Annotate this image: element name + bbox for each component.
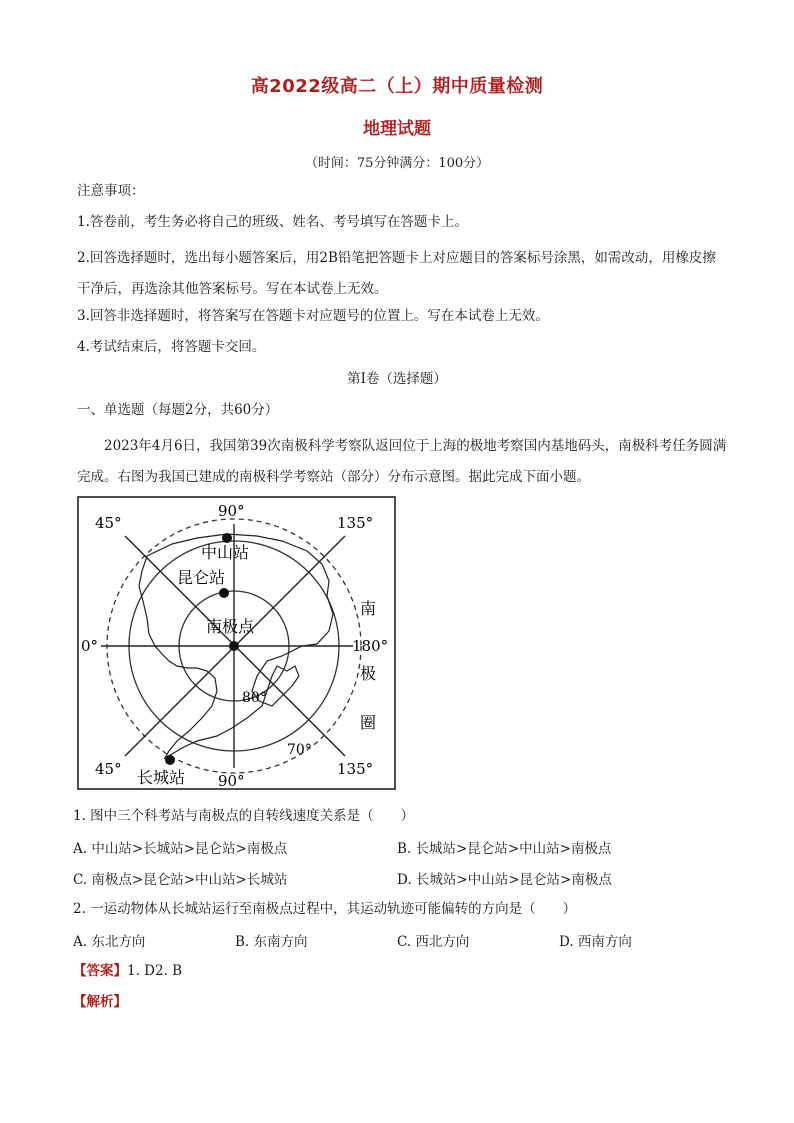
- label-lat-80: 80°: [242, 690, 267, 706]
- antarctic-station-map: [77, 496, 396, 790]
- question-1-option-d: D. 长城站>中山站>昆仑站>南极点: [397, 872, 612, 888]
- analysis-label: 【解析】: [73, 994, 127, 1010]
- question-2-option-d: D. 西南方向: [559, 934, 632, 950]
- label-lon-0: 0°: [81, 637, 99, 655]
- part-heading: 一、单选题（每题2分，共60分）: [77, 402, 279, 418]
- volume-heading: 第I卷（选择题）: [347, 371, 447, 387]
- label-lon-135-top: 135°: [337, 514, 374, 532]
- analysis-line: [73, 992, 127, 1012]
- label-circle-3: 圈: [360, 713, 377, 732]
- note-item-2: 2.回答选择题时，选出每小题答案后，用2B铅笔把答题卡上对应题目的答案标号涂黑，如需改动，用橡皮擦干净后，再选涂其他答案标号。写在本试卷上无效。: [77, 250, 716, 297]
- question-1-option-b: B. 长城站>昆仑站>中山站>南极点: [397, 841, 612, 857]
- label-south-pole: 南极点: [206, 617, 255, 636]
- question-1-option-a: A. 中山站>长城站>昆仑站>南极点: [73, 841, 288, 857]
- note-item-4: 4.考试结束后，将答题卡交回。: [77, 339, 266, 355]
- south-pole-dot: [229, 641, 239, 651]
- label-lon-45-top: 45°: [95, 514, 122, 532]
- note-item-1: 1.答卷前，考生务必将自己的班级、姓名、考号填写在答题卡上。: [77, 214, 468, 230]
- label-kunlun: 昆仑站: [177, 568, 226, 587]
- label-lon-90-top: 90°: [218, 502, 245, 520]
- question-2-option-a: A. 东北方向: [73, 934, 146, 950]
- answer-value: 1. D2. B: [127, 963, 183, 979]
- question-1-stem: 1. 图中三个科考站与南极点的自转线速度关系是（ ）: [73, 808, 415, 824]
- label-zhongshan: 中山站: [201, 543, 250, 562]
- label-circle-2: 极: [360, 664, 377, 683]
- answer-label: 【答案】: [73, 963, 127, 979]
- subject-title: 地理试题: [363, 119, 431, 139]
- question-1-option-c: C. 南极点>昆仑站>中山站>长城站: [73, 872, 288, 888]
- question-2-option-c: C. 西北方向: [397, 934, 470, 950]
- changcheng-dot: [165, 755, 175, 765]
- exam-title: 高2022级高二（上）期中质量检测: [250, 76, 544, 97]
- question-2-option-b: B. 东南方向: [235, 934, 308, 950]
- zhongshan-dot: [222, 533, 232, 543]
- label-lat-70: 70°: [287, 742, 312, 758]
- label-lon-135-bottom: 135°: [337, 760, 374, 778]
- question-2-stem: 2. 一运动物体从长城站运行至南极点过程中，其运动轨迹可能偏转的方向是（ ）: [73, 901, 577, 917]
- notes-heading: 注意事项：: [77, 183, 145, 199]
- label-lon-180: 180°: [352, 637, 389, 655]
- kunlun-dot: [219, 588, 229, 598]
- note-item-3: 3.回答非选择题时，将答案写在答题卡对应题号的位置上。写在本试卷上无效。: [77, 308, 549, 324]
- label-circle-1: 南: [360, 599, 377, 618]
- label-changcheng: 长城站: [137, 768, 186, 787]
- label-lon-90-bottom: 90°: [218, 772, 245, 790]
- time-info: （时间：75分钟满分：100分）: [304, 156, 490, 171]
- passage: 2023年4月6日，我国第39次南极科学考察队返回位于上海的极地考察国内基地码头，南极科考任务圆满完成。右图为我国已建成的南极科学考察站（部分）分布示意图。据此完成下面小题。: [77, 438, 727, 485]
- label-lon-45-bottom: 45°: [95, 760, 122, 778]
- answer-line: [73, 961, 182, 981]
